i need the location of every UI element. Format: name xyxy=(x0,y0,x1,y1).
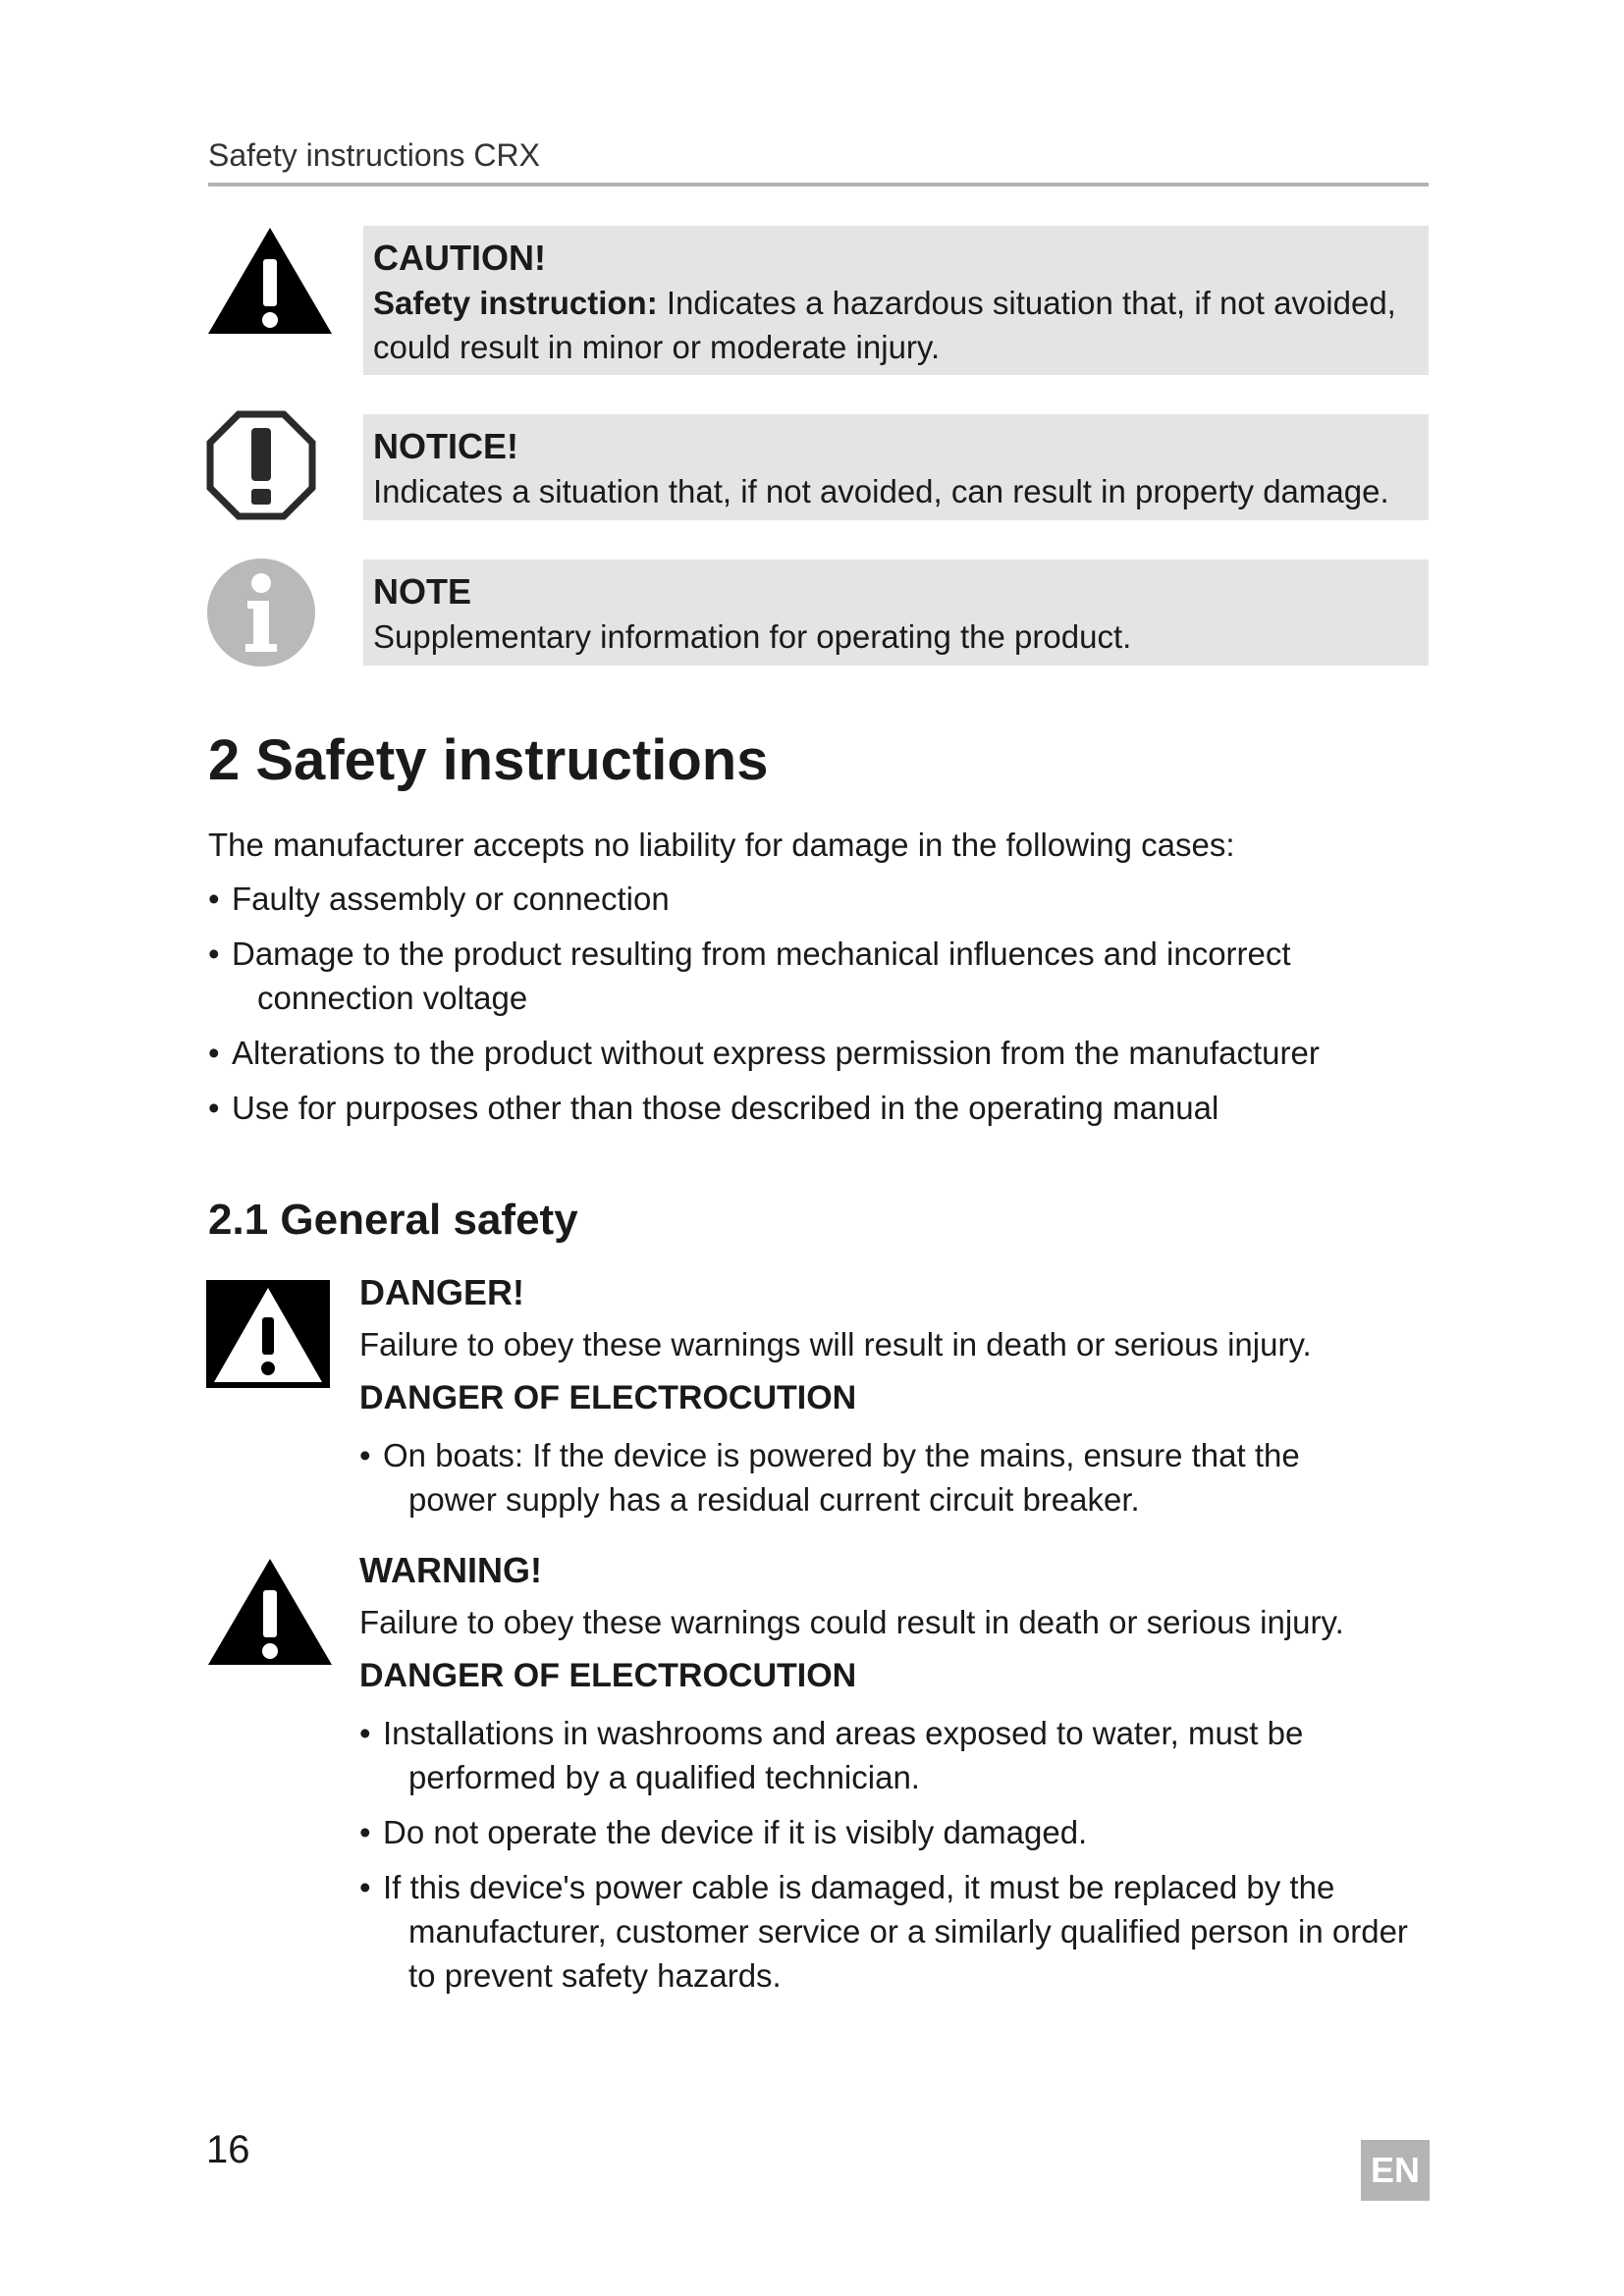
warning-subheading: DANGER OF ELECTROCUTION xyxy=(359,1657,857,1694)
list-item: • Damage to the product resulting from mechanical influences and incorrect connection voltage xyxy=(208,932,1429,1020)
section-heading: 2 Safety instructions xyxy=(208,728,769,792)
page-number: 16 xyxy=(206,2128,250,2171)
danger-icon xyxy=(206,1280,330,1388)
danger-list xyxy=(359,1433,1430,1522)
notice-octagon-icon xyxy=(206,410,316,520)
note-title: NOTE xyxy=(373,571,472,612)
warning-list xyxy=(359,1711,1430,1998)
header-rule xyxy=(208,183,1429,187)
danger-text: Failure to obey these warnings will result in death or serious injury. xyxy=(359,1326,1312,1362)
warning-triangle-icon xyxy=(206,1557,334,1667)
liability-list xyxy=(208,877,1429,1130)
notice-box xyxy=(363,414,1429,520)
danger-subheading: DANGER OF ELECTROCUTION xyxy=(359,1379,857,1416)
list-item: • Faulty assembly or connection xyxy=(208,877,1429,921)
warning-triangle-icon xyxy=(206,226,334,336)
language-badge: EN xyxy=(1361,2140,1430,2201)
notice-text: Indicates a situation that, if not avoided, can result in property damage. xyxy=(373,473,1389,509)
caution-text xyxy=(373,281,1419,369)
caution-body: Indicates a hazardous situation that, if not avoided, could result in minor or moderate injury. xyxy=(373,285,1396,365)
caution-lead: Safety instruction: xyxy=(373,285,658,321)
warning-title: WARNING! xyxy=(359,1550,542,1590)
section-body xyxy=(208,823,1429,1141)
notice-title: NOTICE! xyxy=(373,426,518,466)
list-item: • Do not operate the device if it is visibly damaged. xyxy=(359,1810,1430,1854)
danger-title: DANGER! xyxy=(359,1272,524,1312)
danger-block xyxy=(359,1270,1430,1532)
running-header: Safety instructions CRX xyxy=(208,137,540,173)
note-text: Supplementary information for operating the product. xyxy=(373,618,1132,655)
subsection-heading: 2.1 General safety xyxy=(208,1196,578,1244)
list-item: • Alterations to the product without express permission from the manufacturer xyxy=(208,1031,1429,1075)
list-item: • On boats: If the device is powered by the mains, ensure that the power supply has a residual current circuit breaker. xyxy=(359,1433,1430,1522)
caution-title: CAUTION! xyxy=(373,238,546,278)
warning-text: Failure to obey these warnings could result in death or serious injury. xyxy=(359,1604,1344,1640)
note-box xyxy=(363,560,1429,666)
list-item: • If this device's power cable is damaged, it must be replaced by the manufacturer, customer service or a similarly qualified person in order to prevent safety hazards. xyxy=(359,1865,1430,1998)
list-item: • Installations in washrooms and areas exposed to water, must be performed by a qualified technician. xyxy=(359,1711,1430,1799)
list-item: • Use for purposes other than those described in the operating manual xyxy=(208,1086,1429,1130)
section-intro: The manufacturer accepts no liability for damage in the following cases: xyxy=(208,827,1235,863)
caution-box xyxy=(363,226,1429,375)
info-circle-icon xyxy=(206,558,316,667)
warning-block xyxy=(359,1548,1430,2008)
